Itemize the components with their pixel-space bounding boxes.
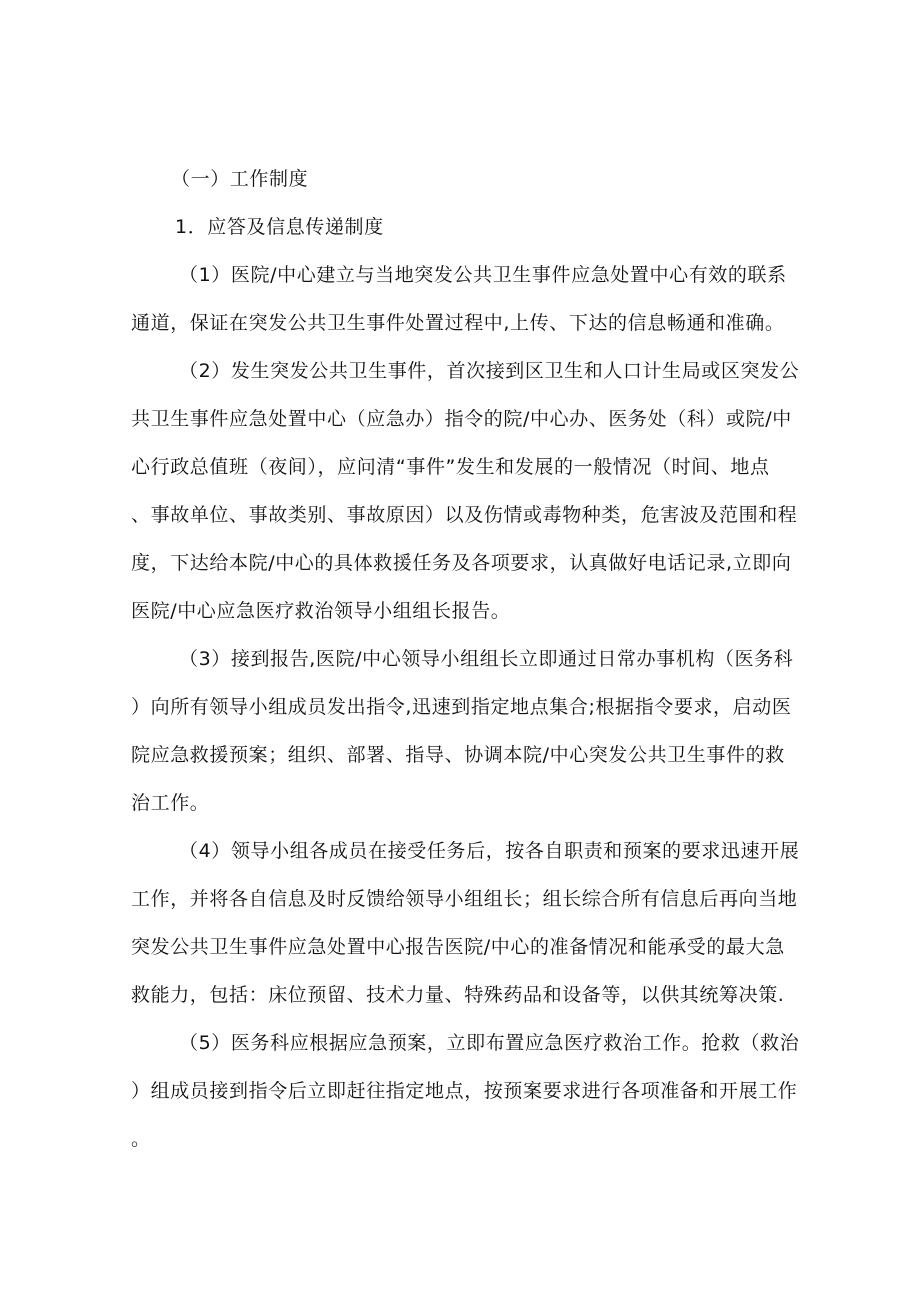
paragraph: [131, 262, 831, 358]
paragraph-line: 医院/中心应急医疗救治领导小组组长报告。: [131, 600, 511, 622]
paragraph-line: ）组成员接到指令后立即赶往指定地点，按预案要求进行各项准备和开展工作: [131, 1080, 798, 1102]
paragraph-line: 救能力，包括：床位预留、技术力量、特殊药品和设备等，以供其统筹决策.: [131, 984, 785, 1006]
paragraph-line: （2）发生突发公共卫生事件，首次接到区卫生和人口计生局或区突发公: [179, 360, 800, 382]
paragraph-line: 度，下达给本院/中心的具体救援任务及各项要求，认真做好电话记录,立即向: [131, 552, 792, 574]
paragraph-line: 突发公共卫生事件应急处置中心报告医院/中心的准备情况和能承受的最大急: [131, 936, 785, 958]
paragraph: [131, 646, 831, 838]
paragraph-line: （1）医院/中心建立与当地突发公共卫生事件应急处置中心有效的联系: [179, 264, 787, 286]
subsection-title: 1．应答及信息传递制度: [175, 216, 384, 238]
paragraph: [131, 1030, 831, 1174]
paragraph-list: [131, 262, 831, 1174]
paragraph-line: 心行政总值班（夜间），应问清“事件”发生和发展的一般情况（时间、地点: [131, 456, 770, 478]
document-body: [131, 166, 831, 1174]
paragraph-line: 治工作。: [131, 792, 210, 814]
paragraph-line: ）向所有领导小组成员发出指令,迅速到指定地点集合;根据指令要求，启动医: [131, 696, 792, 718]
paragraph-line: （4）领导小组各成员在接受任务后，按各自职责和预案的要求迅速开展: [179, 840, 800, 862]
paragraph-line: 院应急救援预案；组织、部署、指导、协调本院/中心突发公共卫生事件的救: [131, 744, 785, 766]
paragraph-line: 通道，保证在突发公共卫生事件处置过程中,上传、下达的信息畅通和准确。: [131, 312, 785, 334]
paragraph-line: （3）接到报告,医院/中心领导小组组长立即通过日常办事机构（医务科: [179, 648, 794, 670]
paragraph-line: （5）医务科应根据应急预案，立即布置应急医疗救治工作。抢救（救治: [179, 1032, 800, 1054]
paragraph-line: 。: [131, 1128, 151, 1150]
paragraph: [131, 838, 831, 1030]
section-title: （一）工作制度: [171, 168, 309, 190]
paragraph-line: 工作，并将各自信息及时反馈给领导小组组长；组长综合所有信息后再向当地: [131, 888, 798, 910]
paragraph: [131, 358, 831, 646]
paragraph-line: 共卫生事件应急处置中心（应急办）指令的院/中心办、医务处（科）或院/中: [131, 408, 792, 430]
paragraph-line: 、事故单位、事故类别、事故原因）以及伤情或毒物种类，危害波及范围和程: [131, 504, 798, 526]
